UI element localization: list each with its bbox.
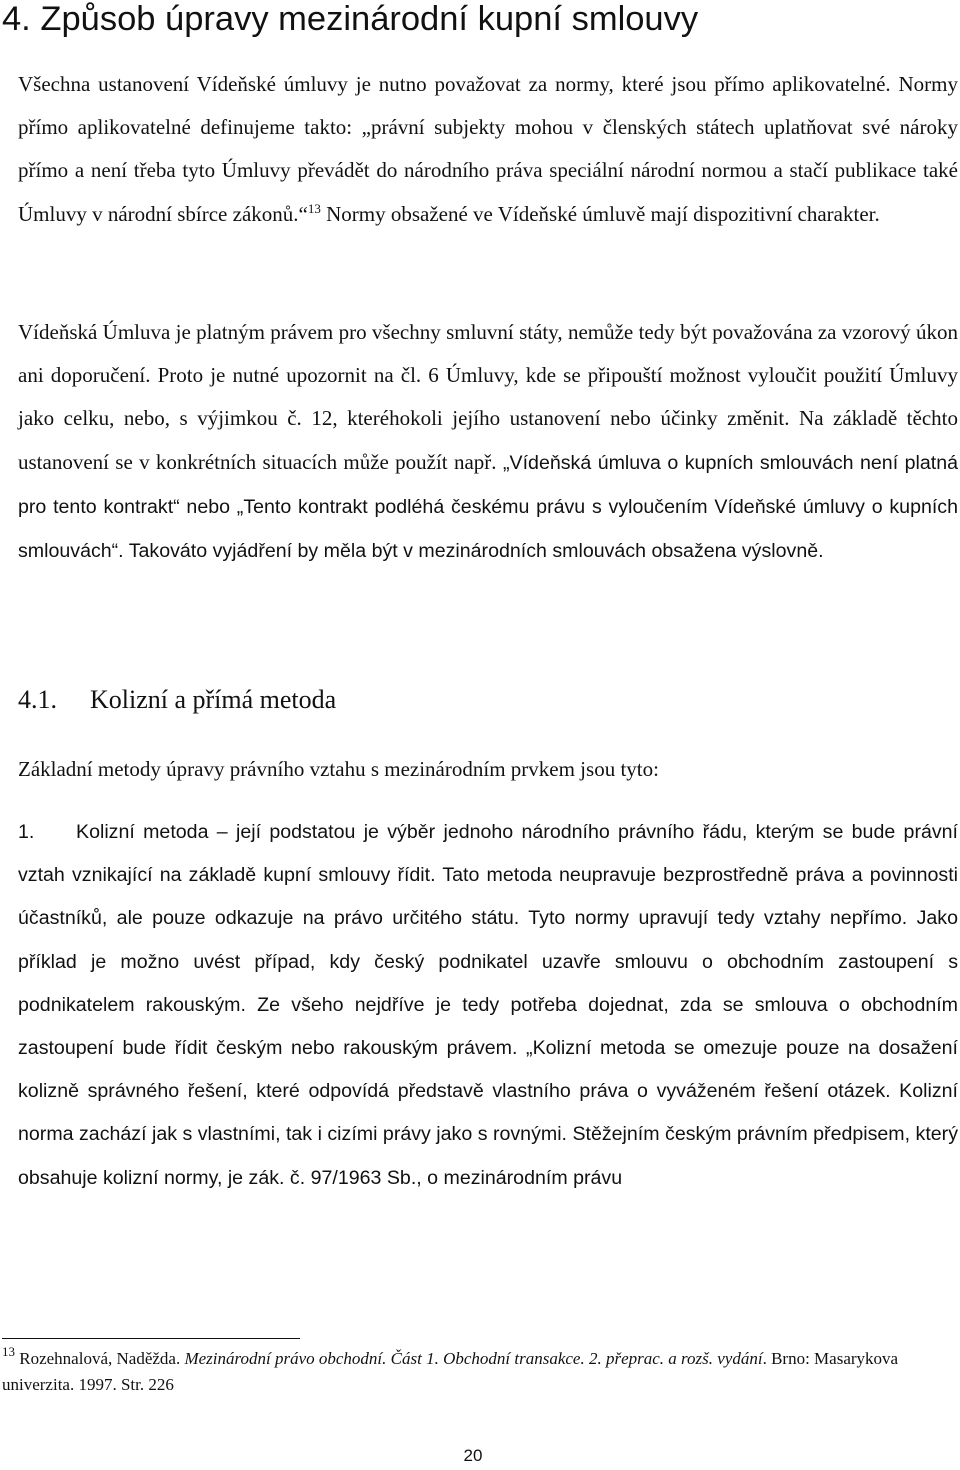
list-item-1-number: 1.	[18, 821, 35, 843]
chapter-heading	[2, 0, 698, 40]
paragraph-3: Základní metody úpravy právního vztahu s mezinárodním prvkem jsou tyto:	[18, 757, 659, 781]
section-title: Kolizní a přímá metoda	[90, 685, 337, 714]
paragraph-2	[18, 311, 958, 573]
paragraph-1	[18, 63, 958, 236]
paragraph-2-part2: „Vídeňská úmluva o kupních smlouvách není platná pro tento kontrakt“ nebo „Tento kontrakt podléhá českému právu s vyloučením Vídeňské úmluvy o kupních smlouvách“. Takováto vyjádření by měla být v mezinárodních smlouvách obsažena výslovně.	[18, 451, 959, 563]
page-number: 20	[463, 1446, 483, 1465]
footnote-13	[2, 1346, 952, 1398]
chapter-title: Způsob úpravy mezinárodní kupní smlouvy	[40, 0, 699, 38]
chapter-number: 4.	[2, 0, 31, 38]
footnote-title: Mezinárodní právo obchodní. Část 1. Obchodní transakce. 2. přeprac. a rozš. vydání	[184, 1349, 763, 1368]
footnote-publisher: . Brno: Masarykova univerzita. 1997. Str. 226	[2, 1349, 899, 1394]
list-item-1-part1: Kolizní metoda – její podstatou je výběr jednoho národního právního řádu, kterým se bude právní vztah vznikající na základě kupní smlouvy řídit. Tato metoda neupravuje bezprostředně práva a povinnosti účastníků, ale pouze odkazuje na právo určitého státu. Tyto normy upravují tedy vztahy nepřímo.	[18, 821, 958, 930]
paragraph-2-part1: Vídeňská Úmluva je platným právem pro všechny smluvní státy, nemůže tedy být považována za vzorový úkon ani doporučení. Proto je nutné upozornit na čl. 6 Úmluvy, kde se připouští možnost vyloučit použití Úmluvy jako celku, nebo, s výjimkou č. 12, kteréhokoli jejího ustanovení nebo účinky změnit. Na základě těchto ustanovení se v konkrétních situacích může použít např.	[18, 320, 958, 474]
section-heading	[18, 680, 336, 720]
paragraph-1-text: Všechna ustanovení Vídeňské úmluvy je nutno považovat za normy, které jsou přímo aplikovatelné. Normy přímo aplikovatelné definujeme takto: „právní subjekty mohou v členských státech uplatňovat své nároky přímo a není třeba tyto Úmluvy převádět do národního práva speciální národní normou a stačí publikace také Úmluvy v národní sbírce zákonů.“	[18, 72, 958, 226]
footnote-number: 13	[2, 1344, 15, 1359]
list-item-1	[18, 811, 958, 1200]
footnote-ref-13[interactable]: 13	[307, 200, 321, 216]
footnote-separator	[2, 1338, 300, 1339]
section-number: 4.1.	[18, 685, 57, 714]
paragraph-1-after: Normy obsažené ve Vídeňské úmluvě mají dispozitivní charakter.	[320, 201, 880, 226]
footnote-author: Rozehnalová, Naděžda.	[15, 1349, 185, 1368]
list-item-1-part2: Jako příklad je možno uvést případ, kdy český podnikatel uzavře smlouvu o obchodním zastoupení s podnikatelem rakouským. Ze všeho nejdříve je tedy potřeba dojednat, zda se smlouva o obchodním zastoupení bude řídit českým nebo rakouským právem. „Kolizní metoda se omezuje pouze na dosažení kolizně správného řešení, které odpovídá představě vlastního práva o vyváženém řešení otázek. Kolizní norma zachází jak s vlastními, tak i cizími právy jako s rovnými. Stěžejním českým právním předpisem, který obsahuje kolizní normy, je zák. č. 97/1963 Sb., o mezinárodním právu	[18, 907, 958, 1189]
